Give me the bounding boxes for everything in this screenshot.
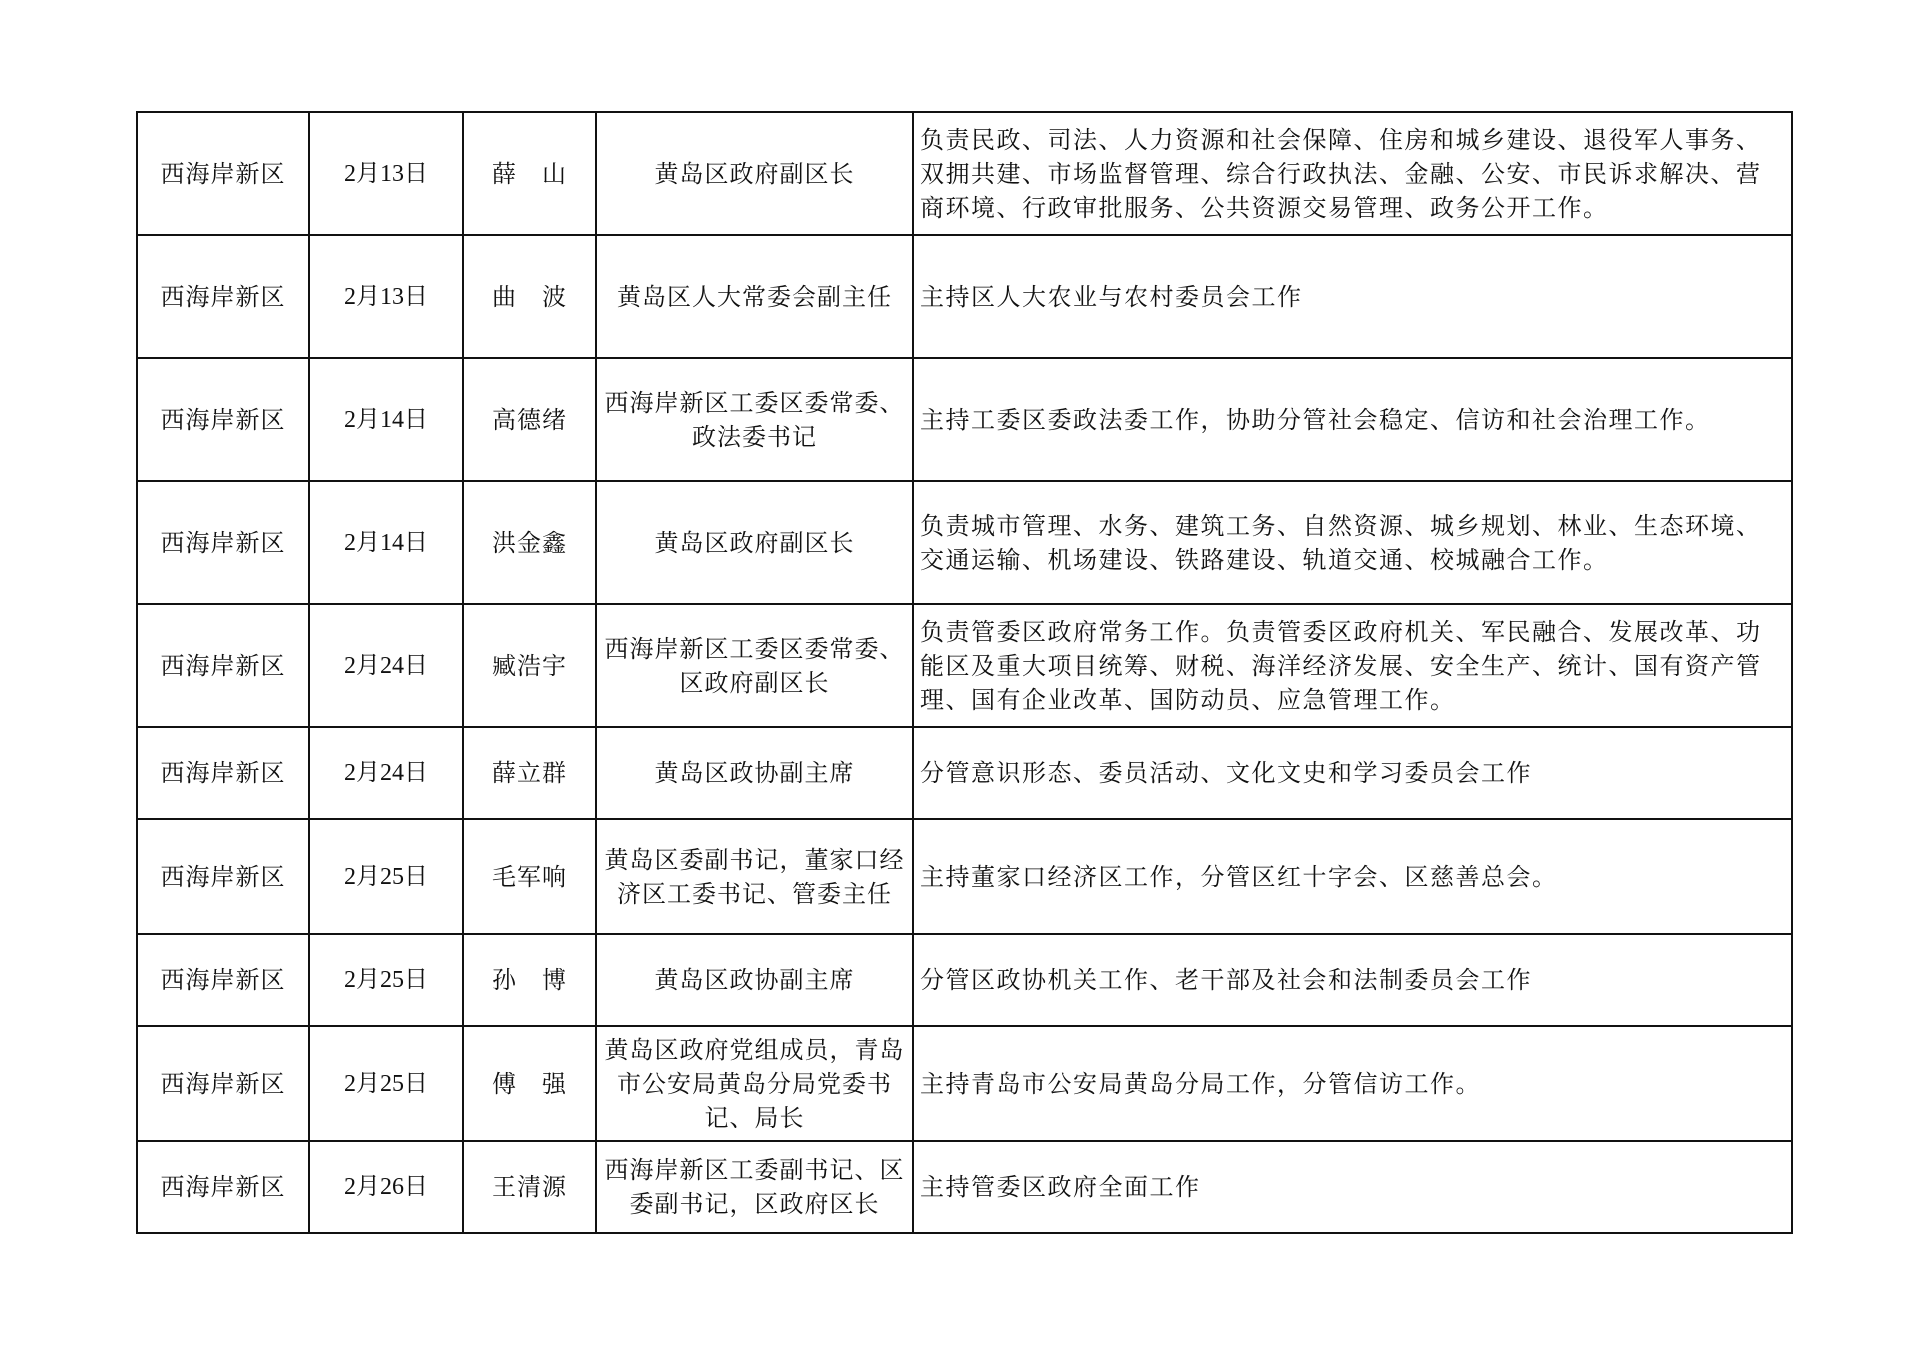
region-cell: 西海岸新区 — [137, 727, 309, 819]
date-cell: 2月14日 — [309, 481, 463, 604]
region-cell: 西海岸新区 — [137, 819, 309, 934]
name-cell: 臧浩宇 — [463, 604, 596, 727]
date-cell: 2月25日 — [309, 1026, 463, 1141]
region-cell: 西海岸新区 — [137, 604, 309, 727]
position-cell: 黄岛区委副书记，董家口经济区工委书记、管委主任 — [596, 819, 913, 934]
name-cell: 傅 强 — [463, 1026, 596, 1141]
position-cell: 黄岛区政府党组成员，青岛市公安局黄岛分局党委书记、局长 — [596, 1026, 913, 1141]
duties-cell: 主持董家口经济区工作，分管区红十字会、区慈善总会。 — [913, 819, 1792, 934]
region-cell: 西海岸新区 — [137, 934, 309, 1026]
name-cell: 孙 博 — [463, 934, 596, 1026]
table-row — [137, 934, 1792, 1026]
duties-cell: 负责城市管理、水务、建筑工务、自然资源、城乡规划、林业、生态环境、交通运输、机场建设、铁路建设、轨道交通、校城融合工作。 — [913, 481, 1792, 604]
position-cell: 黄岛区政府副区长 — [596, 481, 913, 604]
table-row — [137, 819, 1792, 934]
duties-cell: 分管意识形态、委员活动、文化文史和学习委员会工作 — [913, 727, 1792, 819]
table-row — [137, 112, 1792, 235]
region-cell: 西海岸新区 — [137, 481, 309, 604]
duties-cell: 主持青岛市公安局黄岛分局工作，分管信访工作。 — [913, 1026, 1792, 1141]
duties-cell: 负责管委区政府常务工作。负责管委区政府机关、军民融合、发展改革、功能区及重大项目统筹、财税、海洋经济发展、安全生产、统计、国有资产管理、国有企业改革、国防动员、应急管理工作。 — [913, 604, 1792, 727]
date-cell: 2月24日 — [309, 604, 463, 727]
table-row — [137, 1141, 1792, 1233]
position-cell: 西海岸新区工委区委常委、政法委书记 — [596, 358, 913, 481]
duties-cell: 负责民政、司法、人力资源和社会保障、住房和城乡建设、退役军人事务、双拥共建、市场监督管理、综合行政执法、金融、公安、市民诉求解决、营商环境、行政审批服务、公共资源交易管理、政务公开工作。 — [913, 112, 1792, 235]
name-cell: 薛立群 — [463, 727, 596, 819]
region-cell: 西海岸新区 — [137, 1141, 309, 1233]
date-cell: 2月13日 — [309, 112, 463, 235]
name-cell: 薛 山 — [463, 112, 596, 235]
position-cell: 黄岛区政协副主席 — [596, 934, 913, 1026]
table-row — [137, 1026, 1792, 1141]
date-cell: 2月26日 — [309, 1141, 463, 1233]
duties-cell: 分管区政协机关工作、老干部及社会和法制委员会工作 — [913, 934, 1792, 1026]
position-cell: 黄岛区人大常委会副主任 — [596, 235, 913, 358]
name-cell: 毛军响 — [463, 819, 596, 934]
table-row — [137, 727, 1792, 819]
region-cell: 西海岸新区 — [137, 112, 309, 235]
name-cell: 高德绪 — [463, 358, 596, 481]
table-row — [137, 235, 1792, 358]
region-cell: 西海岸新区 — [137, 235, 309, 358]
name-cell: 王清源 — [463, 1141, 596, 1233]
date-cell: 2月14日 — [309, 358, 463, 481]
date-cell: 2月25日 — [309, 934, 463, 1026]
duties-cell: 主持工委区委政法委工作，协助分管社会稳定、信访和社会治理工作。 — [913, 358, 1792, 481]
date-cell: 2月13日 — [309, 235, 463, 358]
position-cell: 黄岛区政协副主席 — [596, 727, 913, 819]
region-cell: 西海岸新区 — [137, 358, 309, 481]
duties-cell: 主持管委区政府全面工作 — [913, 1141, 1792, 1233]
name-cell: 洪金鑫 — [463, 481, 596, 604]
position-cell: 黄岛区政府副区长 — [596, 112, 913, 235]
position-cell: 西海岸新区工委副书记、区委副书记，区政府区长 — [596, 1141, 913, 1233]
date-cell: 2月24日 — [309, 727, 463, 819]
table-row — [137, 481, 1792, 604]
table-row — [137, 358, 1792, 481]
region-cell: 西海岸新区 — [137, 1026, 309, 1141]
date-cell: 2月25日 — [309, 819, 463, 934]
table-row — [137, 604, 1792, 727]
name-cell: 曲 波 — [463, 235, 596, 358]
schedule-table — [136, 111, 1793, 1234]
duties-cell: 主持区人大农业与农村委员会工作 — [913, 235, 1792, 358]
position-cell: 西海岸新区工委区委常委、区政府副区长 — [596, 604, 913, 727]
